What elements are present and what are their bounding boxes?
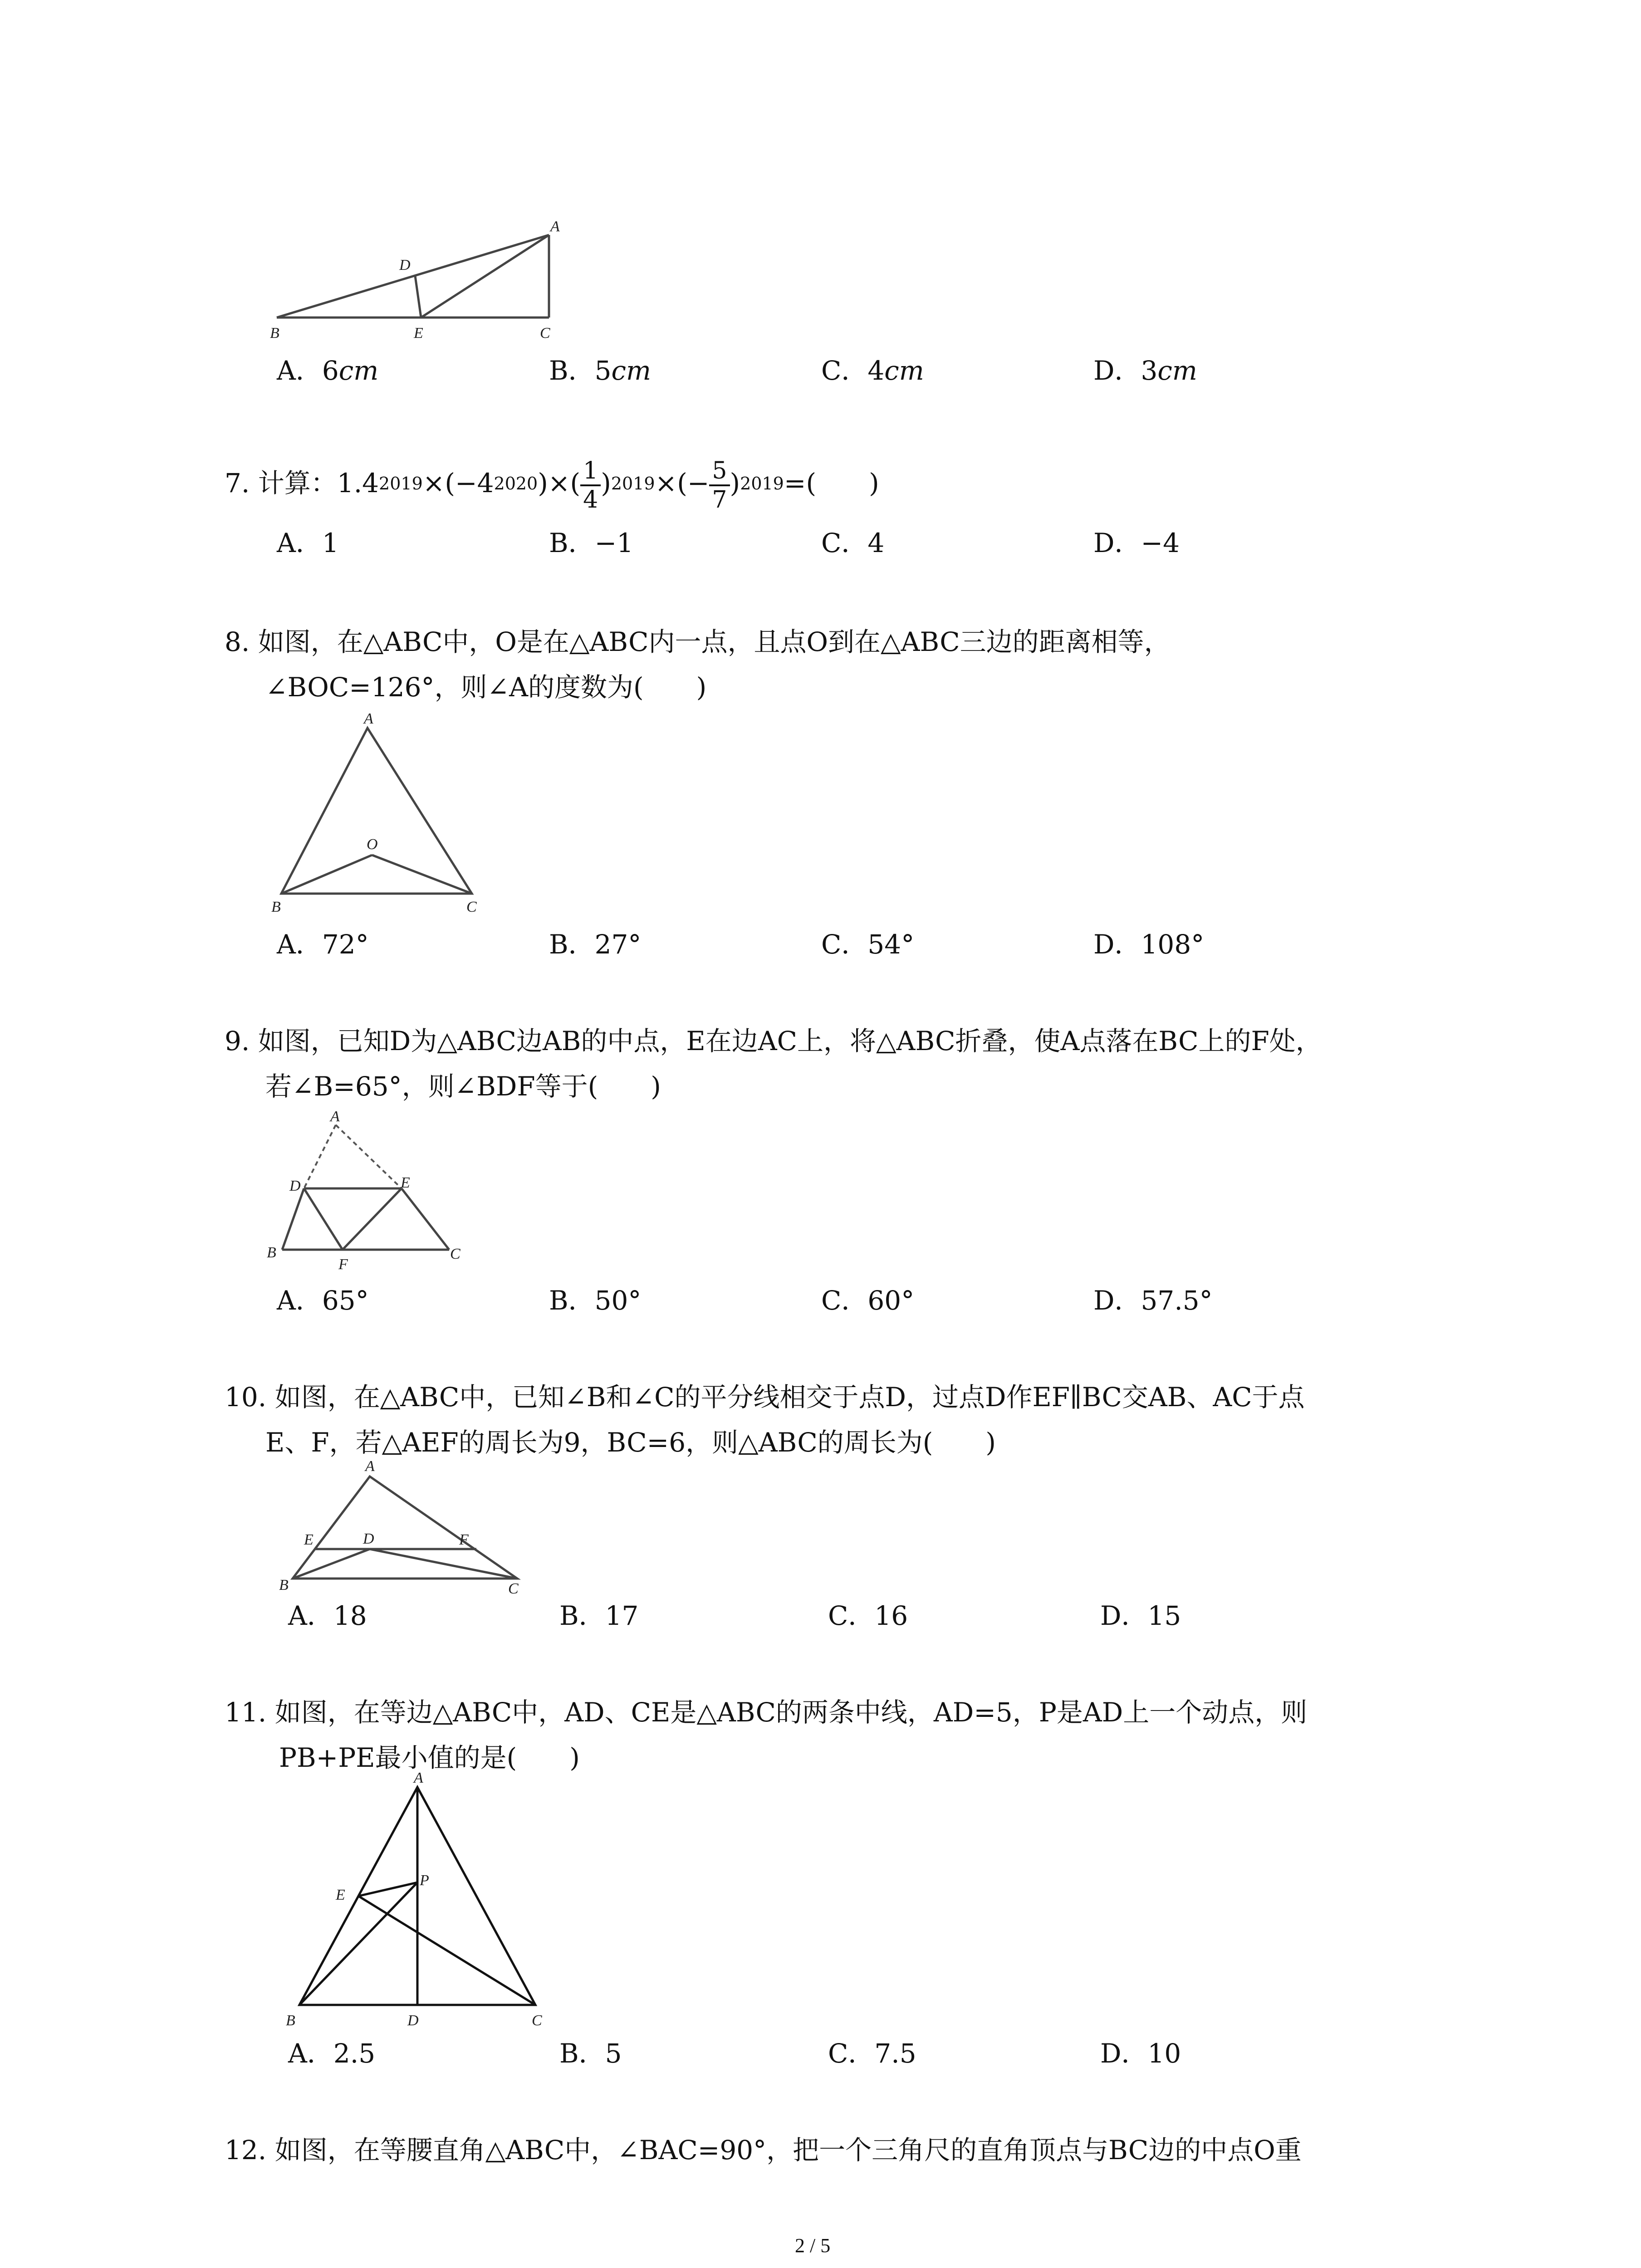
q9-label-a: A [330,1108,340,1125]
q6-option-c[interactable]: C．4cm [821,355,924,386]
q9-line2: 若∠B=65°，则∠BDF等于( ) [265,1071,661,1102]
q10-option-a[interactable]: A．18 [288,1600,367,1631]
q11-option-a[interactable]: A．2.5 [288,2038,376,2069]
q8-label-o: O [367,836,378,853]
q10-label-e: E [304,1531,314,1548]
q10-figure [272,1458,535,1605]
q11-label-a: A [414,1769,423,1786]
q7-option-b[interactable]: B．−1 [549,528,634,558]
q6-option-d[interactable]: D．3cm [1093,355,1197,386]
q9-label-c: C [450,1246,460,1262]
q7-fraction-2: $\frac{5}{7}$ [709,457,730,513]
q9-figure [263,1107,499,1281]
q8-label-a: A [364,710,373,727]
q8-figure [263,708,499,923]
q8-line1: 如图，在△ABC中，O是在△ABC内一点，且点O到在△ABC三边的距离相等， [258,626,1171,657]
q10-label-b: B [279,1577,289,1593]
q11-number: 11. [225,1697,267,1728]
q8-number: 8. [225,626,250,657]
q10-number: 10. [225,1382,267,1413]
q8-label-b: B [271,899,281,915]
page-number: 2 / 5 [795,2234,831,2257]
q11-option-c[interactable]: C．7.5 [828,2038,916,2069]
q10-line1: 如图，在△ABC中，已知∠B和∠C的平分线相交于点D，过点D作EF∥BC交AB、AC于点 [274,1382,1305,1413]
q11-line2: PB+PE最小值的是( ) [279,1742,580,1773]
q12-stem [225,2127,1302,2173]
q11-option-d[interactable]: D．10 [1100,2038,1181,2069]
q6-figure [254,213,581,351]
q11-label-e: E [336,1887,345,1903]
q8-stem [225,619,1171,710]
q6-option-b[interactable]: B．5cm [549,355,652,386]
q8-diagram [263,708,499,921]
q7-prefix: 计算： [258,468,337,499]
q10-option-b[interactable]: B．17 [559,1600,639,1631]
q10-option-c[interactable]: C．16 [828,1600,908,1631]
q9-label-b: B [267,1244,276,1261]
q7-number: 7. [225,468,250,499]
q8-option-d[interactable]: D．108° [1093,929,1205,960]
q9-option-d[interactable]: D．57.5° [1093,1285,1213,1316]
q8-label-c: C [466,899,477,915]
q11-label-p: P [420,1872,429,1889]
q10-label-d: D [363,1530,374,1547]
q6-label-c: C [540,325,550,342]
q9-stem [225,1018,1322,1109]
q11-line1: 如图，在等边△ABC中，AD、CE是△ABC的两条中线，AD=5，P是AD上一个动点，则 [274,1697,1308,1728]
q11-label-b: B [286,2012,295,2029]
q8-option-a[interactable]: A．72° [277,929,369,960]
q6-diagram [254,213,581,349]
q8-option-c[interactable]: C．54° [821,929,915,960]
q10-option-d[interactable]: D．15 [1100,1600,1181,1631]
q8-line2: ∠BOC=126°，则∠A的度数为( ) [265,672,707,703]
q10-line2: E、F，若△AEF的周长为9，BC=6，则△ABC的周长为( ) [265,1427,996,1458]
q7-option-c[interactable]: C．4 [821,528,885,558]
q6-label-d: D [399,257,411,274]
q9-number: 9. [225,1026,250,1056]
q11-label-c: C [532,2012,542,2029]
q9-option-c[interactable]: C．60° [821,1285,915,1316]
q11-option-b[interactable]: B．5 [559,2038,622,2069]
q10-label-a: A [365,1458,375,1475]
q10-label-c: C [508,1580,519,1597]
q9-label-d: D [289,1178,301,1194]
q10-diagram [272,1458,535,1603]
q6-label-a: A [550,218,560,235]
q8-option-b[interactable]: B．27° [549,929,642,960]
q7-stem: 7. 计算：$1.4^{2019}\times(-4^{2020})\times$( $\frac{1}{4}$ )$^{2019}$×(− $\frac{5}{7}$ )$^{2019}$=( ) [225,457,879,513]
q6-label-e: E [414,325,423,342]
q9-label-f: F [338,1256,348,1273]
q11-label-d: D [407,2012,419,2029]
q7-option-d[interactable]: D．−4 [1093,528,1180,558]
q7-fraction-1: $\frac{1}{4}$ [580,457,601,513]
q11-stem [225,1690,1307,1780]
q10-label-f: F [459,1531,469,1548]
q9-label-e: E [401,1174,410,1191]
q9-diagram [263,1107,499,1279]
q9-option-b[interactable]: B．50° [549,1285,642,1316]
q11-figure [272,1769,563,2052]
q12-number: 12. [225,2135,267,2165]
q9-option-a[interactable]: A．65° [277,1285,369,1316]
q9-line1: 如图，已知D为△ABC边AB的中点，E在边AC上，将△ABC折叠，使A点落在BC上的F处， [258,1026,1322,1056]
q10-stem [225,1374,1305,1465]
q11-diagram [272,1769,563,2050]
q12-line1: 如图，在等腰直角△ABC中，∠BAC=90°，把一个三角尺的直角顶点与BC边的中点O重 [274,2135,1302,2165]
q7-option-a[interactable]: A．1 [277,528,339,558]
q6-option-a[interactable]: A．6cm [277,355,379,386]
q6-label-b: B [270,325,279,342]
